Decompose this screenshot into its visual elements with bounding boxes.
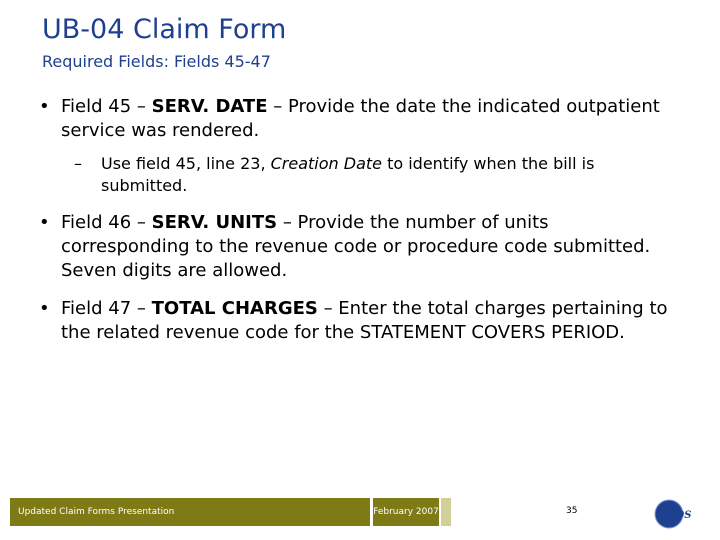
bullet-text: – Enter the total charges pertaining to the related revenue code for the STATEMENT COVERS PERIOD. bbox=[61, 298, 668, 343]
eds-logo-icon bbox=[652, 497, 704, 531]
bullet-lead: Field 45 – bbox=[61, 96, 152, 117]
logo-text: EDS bbox=[668, 510, 692, 521]
dash-icon: – bbox=[74, 154, 82, 173]
sub-bullet-post: to identify when the bill is submitted. bbox=[101, 154, 595, 195]
bullet-dot-icon: • bbox=[39, 96, 50, 117]
bullet-lead: Field 46 – bbox=[61, 212, 152, 233]
bullet-bold-term: TOTAL CHARGES bbox=[151, 298, 318, 319]
bullet-lead: Field 47 – bbox=[61, 298, 152, 319]
page-number: 35 bbox=[566, 506, 578, 516]
bullet-field-46 bbox=[34, 211, 674, 283]
bullet-bold-term: SERV. DATE bbox=[151, 96, 268, 117]
sub-bullet-italic: Creation Date bbox=[270, 154, 382, 173]
bullet-bold-term: SERV. UNITS bbox=[151, 212, 278, 233]
bullet-field-47 bbox=[34, 297, 674, 345]
slide-body bbox=[34, 95, 674, 353]
bullet-dot-icon: • bbox=[39, 212, 50, 233]
bullet-text: – Provide the date the indicated outpatient service was rendered. bbox=[61, 96, 660, 141]
bullet-field-45 bbox=[34, 95, 674, 143]
footer-date: February 2007 bbox=[373, 498, 439, 526]
sub-bullet-field-45 bbox=[34, 153, 674, 197]
footer-accent-bar bbox=[441, 498, 451, 526]
bullet-dot-icon: • bbox=[39, 298, 50, 319]
bullet-text: – Provide the number of units corresponding to the revenue code or procedure code submitted. Seven digits are allowed. bbox=[61, 212, 651, 281]
slide-title: UB-04 Claim Form bbox=[42, 14, 287, 45]
sub-bullet-pre: Use field 45, line 23, bbox=[101, 154, 271, 173]
slide-subtitle: Required Fields: Fields 45-47 bbox=[42, 52, 271, 71]
footer-presentation-title: Updated Claim Forms Presentation bbox=[10, 498, 370, 526]
